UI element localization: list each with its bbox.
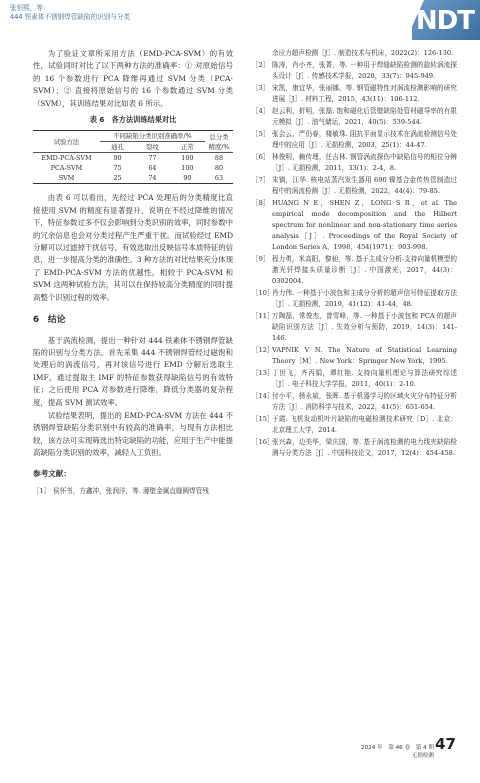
footer-journal-name: 无损检测	[411, 753, 434, 759]
reference-item	[252, 368, 457, 390]
paragraph-analysis: 由表 6 可以看出，先经过 PCA 处理后的分类精度比直接使用 SVM 的精度有显著提升，说明在不经过降维的情况下，特征参数过多不仅会影响到分类识别的效率，同时参数中的冗余信息也会对分类过程产生严重干扰。而试验经过 EMD 分解可以过滤掉干扰信号，有效选取出反映信号本质特征的信息，进一步提高分类的准确性。3 种方法的对比结果充分体现了 EMD-PCA-SVM 方法的优越性，相较于 PCA-SVM 和 SVM 这两种试验方法，其可以在保持较高分类精度的同时提高整个识别过程的效率。	[33, 193, 233, 302]
table-subheader: 裂纹	[146, 143, 159, 152]
table-row	[33, 153, 233, 164]
reference-text: 张会云，严仍春，楼敏珠. 阻抗平面显示技术在涡流检测信号处理中的应用［J］. 无损检测，2003，25(1)：44-47.	[272, 130, 457, 149]
reference-number: ［12］	[252, 346, 274, 354]
table-cell: 100	[170, 153, 205, 164]
page-number: 47	[435, 735, 456, 753]
ndt-logo	[408, 0, 480, 40]
reference-item	[252, 83, 457, 105]
header-authors: 张恒熙，等：	[10, 4, 50, 12]
reference-text: 付小平，杨永斌，张晖. 基于机器学习的区域火灾分布特征分析方法［J］. 消防科学与技术，2022，41(5)：651-654.	[272, 392, 457, 411]
reference-text: HUANG N E，SHEN Z，LONG S R，et al. The empirical mode decomposition and the Hilbert spectrum for nonlinear and non-stationary time series analysis［J］. Proceedings of the Royal Society of London Series A，1998，454(1971)：903-998.	[272, 199, 457, 251]
table-cell: 77	[135, 153, 170, 164]
table-cell: 80	[214, 164, 224, 173]
running-header	[10, 4, 310, 22]
table-cell: PCA-SVM	[50, 164, 83, 173]
table-cell: 88	[205, 153, 233, 164]
reference-number: ［9］	[252, 255, 270, 263]
table-header-total-unit: 精度/%	[208, 143, 230, 152]
paragraph-method-comparison: 为了验证文章所采用方法（EMD-PCA-SVM）的有效性，试验同时对比了以下两种方法的准确率：① 对原始信号的 16 个参数进行 PCA 降维再通过 SVM 分类（PCA-SVM）；② 直接将原始信号的 16 个参数通过 SVM 分类（SVM），其训练结果对比如表 6 所示。	[33, 49, 233, 108]
reference-number: ［15］	[252, 415, 274, 423]
reference-item	[252, 414, 457, 436]
section-heading-conclusion: 6 结论	[33, 315, 66, 326]
reference-text: 侯怀书，方鑫冲，张润洋，等. 薄壁金属直缝圆焊管残	[53, 486, 209, 495]
reference-item	[252, 391, 457, 413]
reference-text: 于霞. 飞机发动机叶片缺陷的电磁检测技术研究［D］. 北京：北京理工大学，2014.	[272, 415, 457, 434]
paragraph-conclusion-1: 基于涡流检测，提出一种针对 444 铁素体不锈钢焊管缺陷的识别与分类方法。首先采集 444 不锈钢焊管经过磁饱和处理后的涡流信号，再对该信号进行 EMD 分解后选取主 IMF，通过提取主 IMF 的特征参数获得缺陷信号的有效特征；之后使用 PCA 对参数进行降维，降低分类器的复杂程度，提高 SVM 测试效率。	[33, 335, 233, 407]
left-column	[33, 48, 233, 498]
reference-number: ［3］	[252, 84, 270, 92]
reference-item	[252, 48, 457, 59]
reference-text: 宋凯，康宜华，张丽娜，等. 钢管磁特性对涡流检测影响的研究进展［J］. 材料工程，2015，43(11)：106-112.	[272, 84, 457, 103]
reference-item	[252, 288, 457, 310]
reference-item	[252, 345, 457, 367]
reference-item	[252, 152, 457, 174]
reference-text: 余应力超声检测［J］. 制造技术与机床，2022(2)：126-130.	[272, 49, 454, 57]
reference-number: ［5］	[252, 130, 270, 138]
reference-number: ［2］	[252, 61, 270, 69]
reference-text: 肖力伟. 一种基于小波包和主成分分析的超声信号特征提取方法［J］. 无损检测，2019，41(12)：41-44，48.	[272, 289, 457, 308]
table-header-method: 试验方法	[33, 131, 100, 153]
reference-text: 陈涛，肖小齐，张菁，等. 一种用于焊缝缺陷检测的旋转涡流探头设计［J］. 传感技术学报，2020，33(7)：945-949.	[272, 61, 457, 80]
reference-item	[252, 437, 457, 459]
reference-item	[252, 106, 457, 128]
reference-text: 程力勇，米高阳，黎昶，等. 基于主成分分析-支持向量机模型的激光钎焊接头质量诊断［J］. 中国激光，2017，44(3)：0302004.	[272, 255, 457, 285]
references-heading: 参考文献：	[33, 468, 71, 478]
reference-number: ［1］	[33, 486, 51, 495]
reference-text: 赵云利，折明，张磊. 饱和磁化后管壁缺陷处管材磁导率的有限元模拟［J］. 油气储运，2021，40(5)：539-544.	[272, 107, 457, 126]
reference-item	[252, 175, 457, 197]
reference-item	[252, 198, 457, 253]
reference-text: 万陶磊，常俊杰，曾雪峰，等. 一种基于小波包和 PCA 的超声缺陷识别方法［J］. 失效分析与预防，2019，14(3)：141-146.	[272, 312, 457, 342]
reference-number	[252, 48, 272, 59]
table-subheader: 通孔	[111, 143, 124, 152]
header-title: 444 铁素体不锈钢焊管缺陷的识别与分类	[10, 13, 131, 21]
table-cell: EMD-PCA-SVM	[33, 153, 100, 164]
reference-item	[252, 311, 457, 344]
table-cell: 25	[100, 173, 135, 184]
table-caption: 表 6 各方法训练结果对比	[89, 115, 177, 125]
reference-item	[33, 486, 233, 497]
footer-issue: 2024 年 第 46 卷 第 4 期	[361, 745, 434, 751]
table-row	[33, 163, 233, 173]
table-header-total: 总分类	[205, 131, 233, 142]
reference-text: VAPNIK V N. The Nature of Statistical Learning Theory［M］. New York：Springer New York，1995.	[272, 346, 457, 365]
reference-number: ［11］	[252, 312, 274, 320]
reference-number: ［6］	[252, 153, 270, 161]
table-subheader: 正常	[181, 143, 194, 152]
table-row	[33, 173, 233, 184]
table-cell: 90	[170, 173, 205, 184]
reference-text: 丁世飞，齐丙娟，谭红艳. 支持向量机理论与算法研究综述［J］. 电子科技大学学报，2011，40(1)：2-10.	[272, 369, 457, 388]
table-cell: 75	[113, 164, 122, 173]
reference-number: ［14］	[252, 392, 274, 400]
logo-text: NDT	[415, 6, 474, 36]
table-cell: SVM	[33, 173, 100, 184]
reference-number: ［8］	[252, 199, 270, 207]
reference-item	[252, 254, 457, 287]
footer-journal-info	[361, 744, 434, 760]
results-table	[33, 130, 233, 184]
reference-text: 林俊明，赖传理，任吉林. 钢管涡流探伤中缺陷信号的相位分辨［J］. 无损检测，2011，33(1)：2-4，8.	[272, 153, 457, 172]
reference-number: ［10］	[252, 289, 274, 297]
reference-number: ［4］	[252, 107, 270, 115]
table-cell: 64	[148, 164, 157, 173]
reference-number: ［7］	[252, 176, 270, 184]
reference-text: 张兴森，边美华，梁庆国，等. 基于涡流检测的电力线夹缺陷检测与分类方法［J］. 中国科技论文，2017，12(4)：454-458.	[272, 438, 457, 457]
table-header-group: 不同缺陷分类识别准确率/%	[100, 131, 205, 142]
right-column-references	[252, 48, 457, 461]
table-cell: 100	[181, 164, 194, 173]
paragraph-conclusion-2: 试验结果表明，提出的 EMD-PCA-SVM 方法在 444 不锈钢焊管缺陷分类识别中有较高的准确率，与现有方法相比较，该方法可实现筛选出特定缺陷的功能，应用于生产中能提高缺陷分类识别的效率，减轻人工负担。	[33, 410, 233, 458]
reference-text: 朱镇，江华. 核电站蒸汽发生器用 690 镍基合金传热管制造过程中的涡流检测［J］. 无损检测，2022，44(4)：79-85.	[272, 176, 457, 195]
table-cell: 63	[205, 173, 233, 184]
table-cell: 74	[135, 173, 170, 184]
reference-item	[252, 129, 457, 151]
reference-number: ［16］	[252, 438, 274, 446]
reference-number: ［13］	[252, 369, 274, 377]
table-cell: 90	[100, 153, 135, 164]
reference-item	[252, 60, 457, 82]
